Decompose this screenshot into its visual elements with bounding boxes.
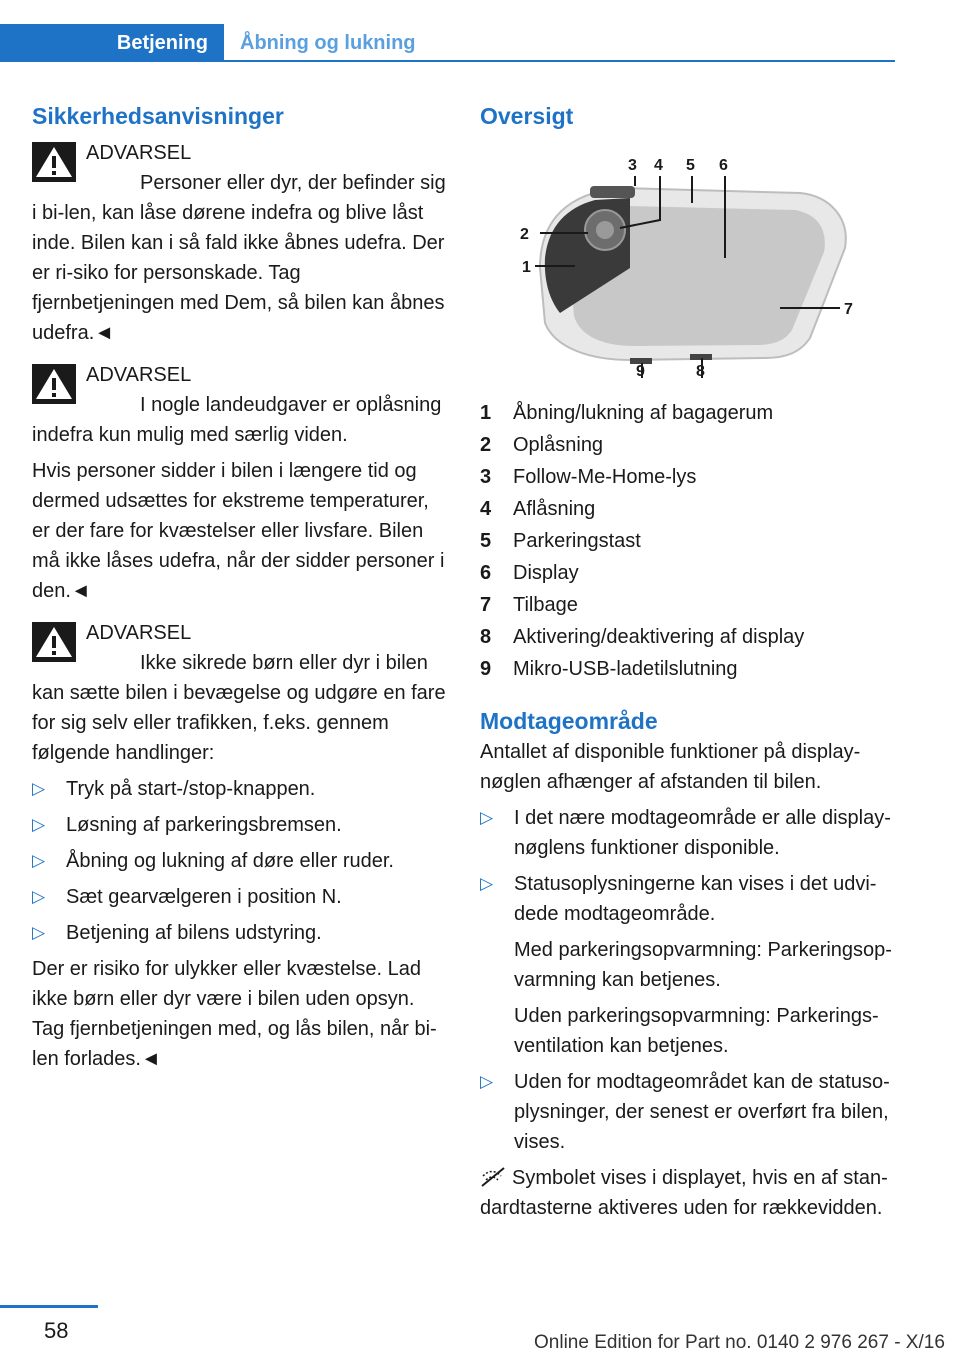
list-item: 2 Oplåsning bbox=[480, 434, 604, 456]
legend-list bbox=[480, 397, 896, 685]
warning-2-title: ADVARSEL bbox=[86, 364, 192, 386]
warning-1-text: Personer eller dyr, der befinder sig i bi-len, kan låse dørene indefra og blive låst inde. Bilen kan i så fald ikke åbnes udefra. Der er ri-siko for personskade. Tag fjernbetjeningen med Dem, så bilen kan åbnes udefra.◄ bbox=[32, 172, 446, 344]
warning-3-bullets bbox=[32, 774, 448, 948]
callout-1: 1 bbox=[522, 259, 531, 276]
warning-2-text: I nogle landeudgaver er oplåsning indefra kun mulig med særlig viden. bbox=[32, 394, 442, 446]
warning-triangle-icon bbox=[32, 622, 76, 662]
header-divider bbox=[0, 60, 895, 62]
tab-abning-og-lukning[interactable]: Åbning og lukning bbox=[240, 32, 416, 54]
list-item: 9 Mikro-USB-ladetilslutning bbox=[480, 658, 738, 680]
list-item: 4 Aflåsning bbox=[480, 498, 596, 520]
list-item: 5 Parkeringstast bbox=[480, 530, 641, 552]
warning-3-text3: Der er risiko for ulykker eller kvæstelse. Lad ikke børn eller dyr være i bilen uden opsyn. Tag fjernbetjeningen med, og lås bilen, når bi-len forlades.◄ bbox=[32, 958, 437, 1070]
reception-bullets bbox=[480, 803, 896, 1157]
list-item: 1 Åbning/lukning af bagagerum bbox=[480, 402, 774, 424]
warning-3-text: Ikke sikrede børn eller dyr i bilen kan sætte bilen i bevægelse og udgøre en fare for sig selv eller trafikken, f.eks. gennem følgende handlinger: bbox=[32, 652, 446, 764]
left-column bbox=[32, 100, 448, 1086]
list-item: ▷ Tryk på start-/stop-knappen. bbox=[32, 774, 448, 804]
list-item: ▷ Betjening af bilens udstyring. bbox=[32, 918, 448, 948]
warning-triangle-icon bbox=[32, 142, 76, 182]
callout-7: 7 bbox=[844, 301, 853, 318]
callout-8: 8 bbox=[696, 363, 705, 378]
list-item: ▷ Statusoplysningerne kan vises i det udvi-dede modtageområde. Med parkeringsopvarmning: Parkeringsop-varmning kan betjenes. Uden parkeringsopvarmning: Parkerings-ventilation kan betjenes. bbox=[480, 869, 896, 1061]
list-item: ▷ Løsning af parkeringsbremsen. bbox=[32, 810, 448, 840]
out-of-range-note: Symbolet vises i displayet, hvis en af stan-dardtasterne aktiveres uden for rækkevidden. bbox=[480, 1167, 888, 1219]
display-key-figure bbox=[480, 148, 896, 378]
bullet-triangle-icon: ▷ bbox=[480, 1072, 494, 1091]
page-number: 58 bbox=[44, 1318, 69, 1343]
tab-betjening[interactable]: Betjening bbox=[0, 24, 224, 62]
warning-2 bbox=[32, 360, 448, 606]
warning-2-text2: Hvis personer sidder i bilen i længere tid og dermed udsættes for ekstreme temperaturer, er der fare for kvæstelser eller livsfare. Bilen må ikke låses udefra, når der sidder personer i den.◄ bbox=[32, 460, 445, 602]
bullet-triangle-icon: ▷ bbox=[480, 808, 494, 827]
bullet-triangle-icon: ▷ bbox=[32, 887, 46, 906]
safety-heading: Sikkerhedsanvisninger bbox=[32, 103, 284, 129]
footer-divider bbox=[0, 1305, 98, 1308]
right-column bbox=[480, 100, 896, 1229]
warning-triangle-icon bbox=[32, 364, 76, 404]
warning-1 bbox=[32, 138, 448, 348]
sub-note-ventilation: Uden parkeringsopvarmning: Parkerings-ventilation kan betjenes. bbox=[514, 1005, 879, 1057]
bullet-triangle-icon: ▷ bbox=[32, 779, 46, 798]
list-item: ▷ Åbning og lukning af døre eller ruder. bbox=[32, 846, 448, 876]
callout-5: 5 bbox=[686, 157, 695, 174]
callout-4: 4 bbox=[654, 157, 663, 174]
list-item: 3 Follow-Me-Home-lys bbox=[480, 466, 697, 488]
callout-6: 6 bbox=[719, 157, 728, 174]
list-item: ▷ I det nære modtageområde er alle display-nøglens funktioner disponible. bbox=[480, 803, 896, 863]
bullet-triangle-icon: ▷ bbox=[32, 923, 46, 942]
reception-heading: Modtageområde bbox=[480, 708, 658, 734]
list-item: ▷ Sæt gearvælgeren i position N. bbox=[32, 882, 448, 912]
reception-intro: Antallet af disponible funktioner på display-nøglen afhænger af afstanden til bilen. bbox=[480, 741, 861, 793]
warning-1-title: ADVARSEL bbox=[86, 142, 192, 164]
callout-9: 9 bbox=[636, 363, 645, 378]
warning-3-title: ADVARSEL bbox=[86, 622, 192, 644]
edition-text: Online Edition for Part no. 0140 2 976 267 - X/16 bbox=[534, 1332, 945, 1353]
list-item: 8 Aktivering/deaktivering af display bbox=[480, 626, 805, 648]
overview-heading: Oversigt bbox=[480, 103, 574, 129]
list-item: ▷ Uden for modtageområdet kan de statuso-plysninger, der senest er overført fra bilen, vises. bbox=[480, 1067, 896, 1157]
bullet-triangle-icon: ▷ bbox=[32, 851, 46, 870]
list-item: 7 Tilbage bbox=[480, 594, 578, 616]
callout-3: 3 bbox=[628, 157, 637, 174]
callout-2: 2 bbox=[520, 226, 529, 243]
list-item: 6 Display bbox=[480, 562, 579, 584]
sub-note-heating: Med parkeringsopvarmning: Parkeringsop-varmning kan betjenes. bbox=[514, 939, 892, 991]
bullet-triangle-icon: ▷ bbox=[32, 815, 46, 834]
header-bar bbox=[0, 24, 895, 62]
warning-3 bbox=[32, 618, 448, 1074]
bullet-triangle-icon: ▷ bbox=[480, 874, 494, 893]
out-of-range-icon bbox=[480, 1166, 506, 1188]
